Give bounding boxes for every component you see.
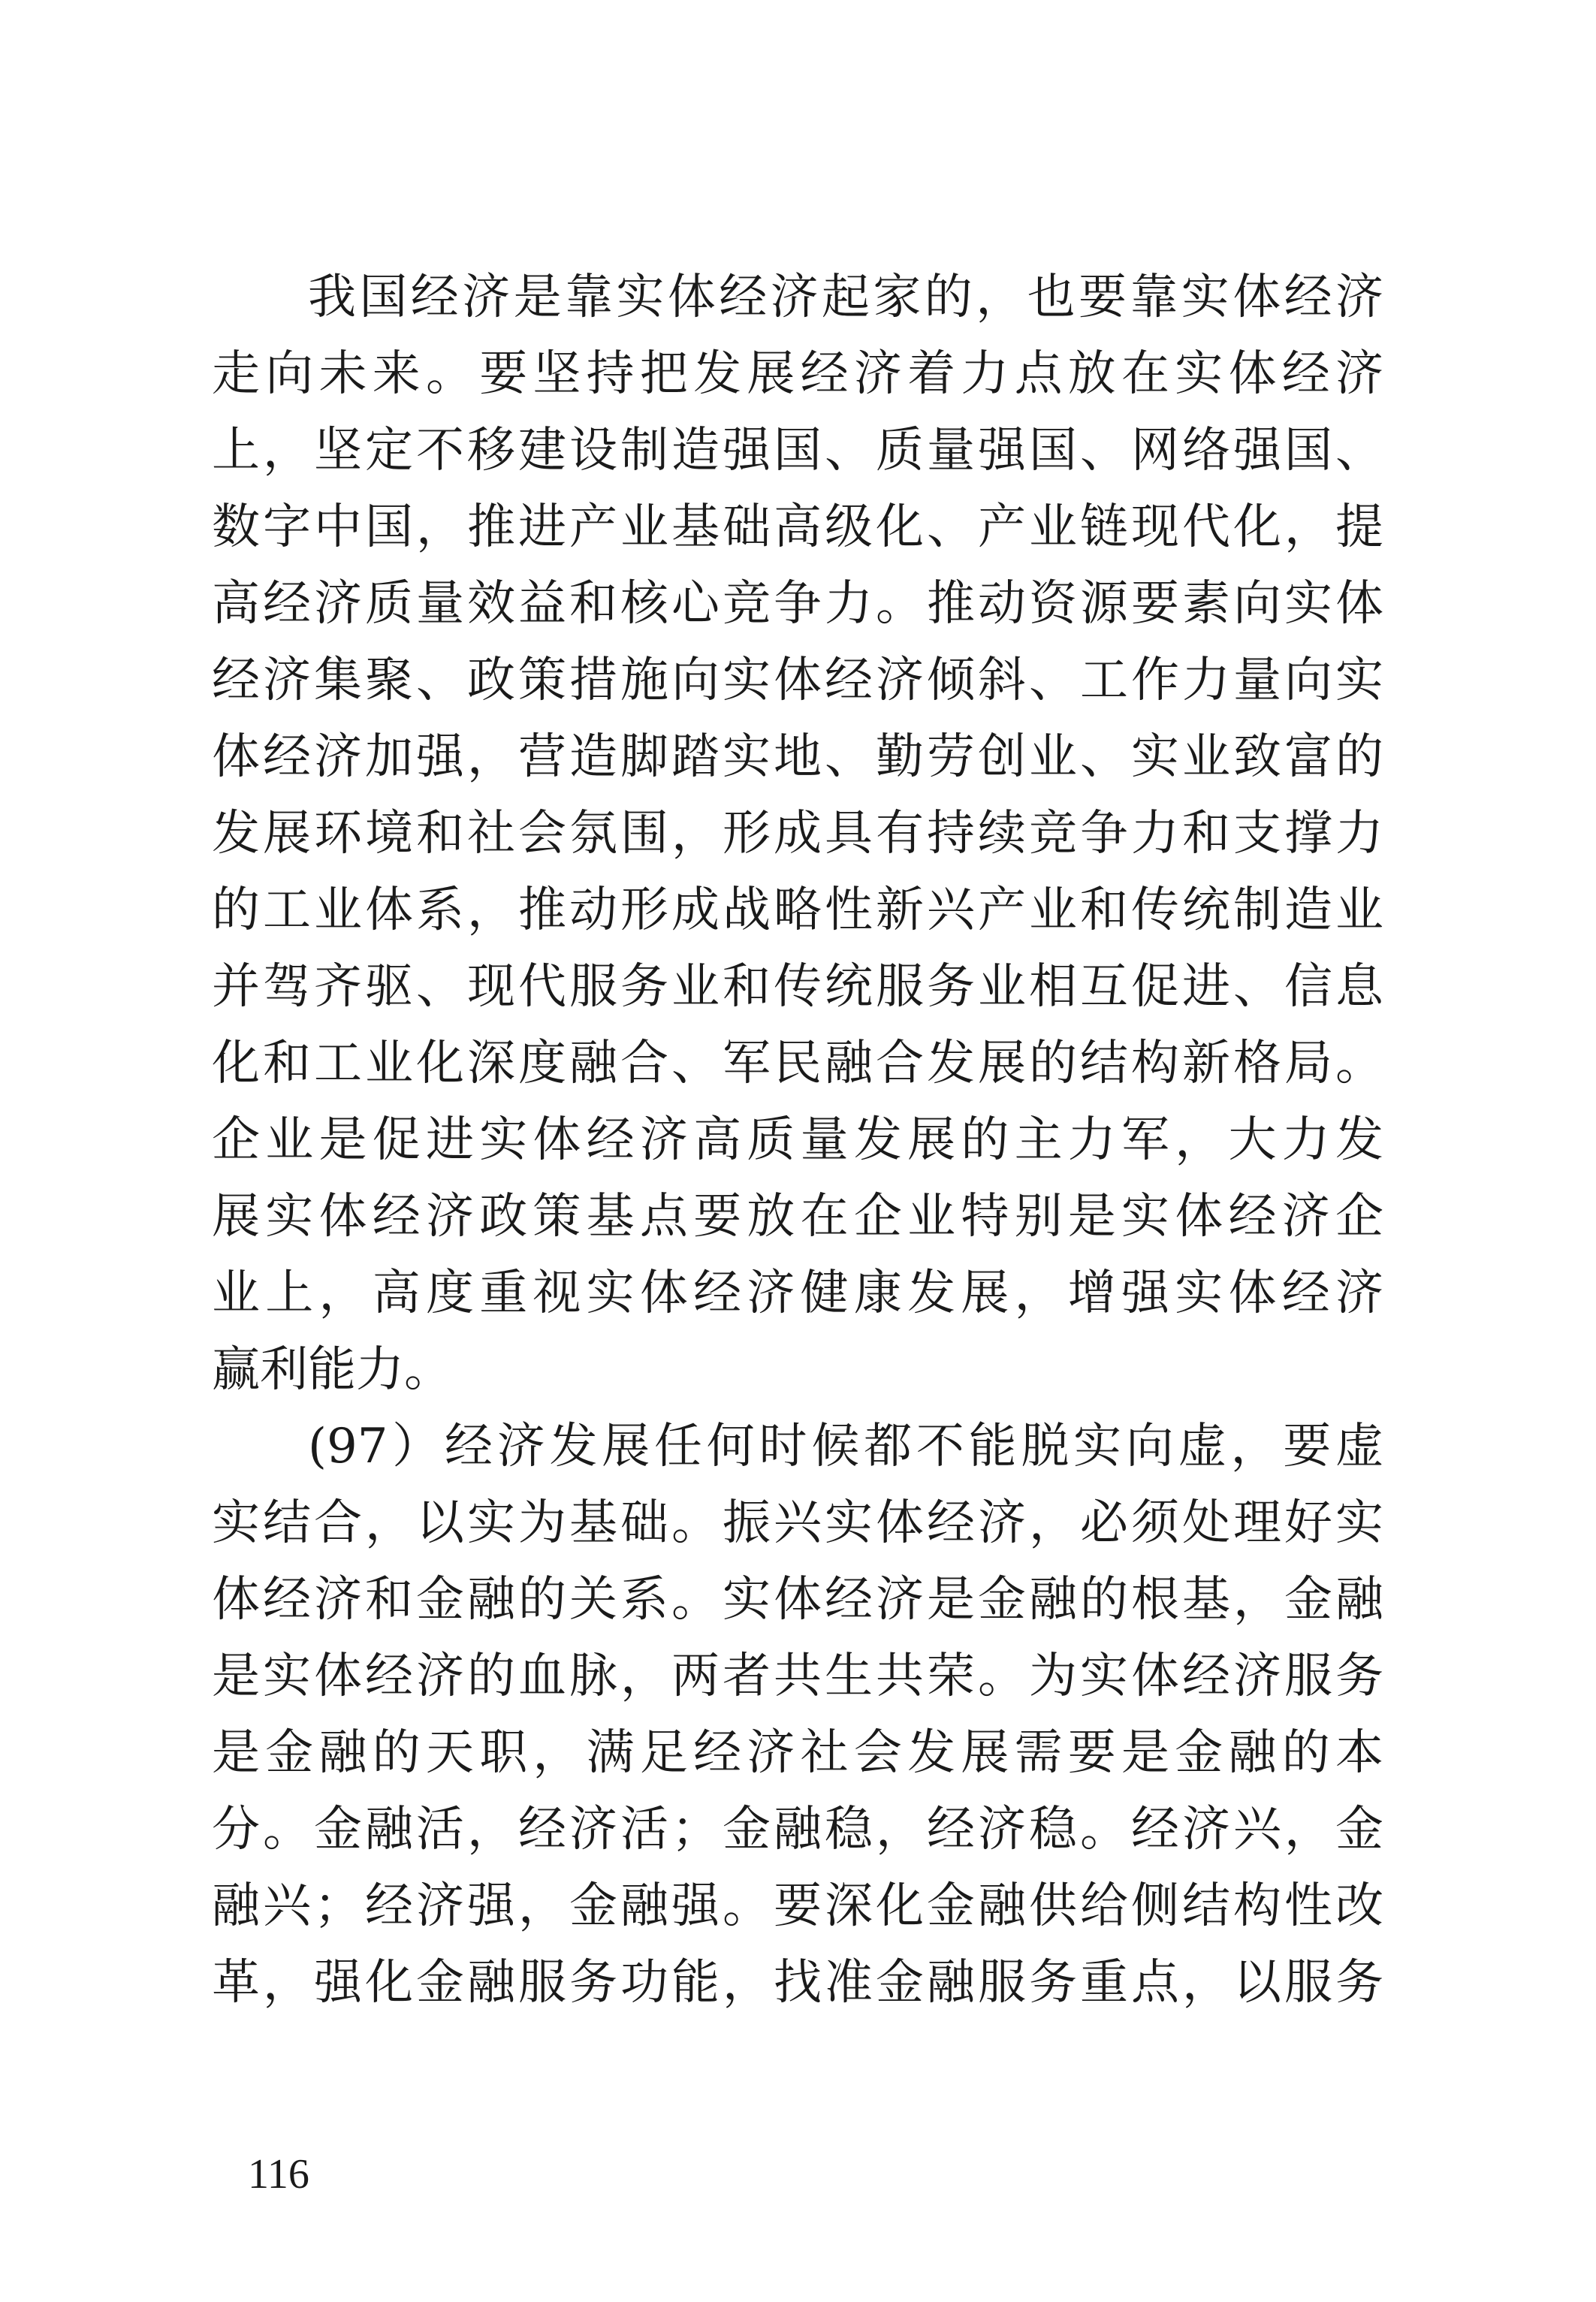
text-line: 走向未来。要坚持把发展经济着力点放在实体经济: [212, 346, 1383, 402]
text-line: 我国经济是靠实体经济起家的，也要靠实体经济: [308, 270, 1383, 325]
text-line: 上，坚定不移建设制造强国、质量强国、网络强国、: [212, 423, 1383, 478]
text-line: 并驾齐驱、现代服务业和传统服务业相互促进、信息: [212, 959, 1383, 1015]
text-line: 业上，高度重视实体经济健康发展，增强实体经济: [212, 1266, 1383, 1321]
text-line: 化和工业化深度融合、军民融合发展的结构新格局。: [212, 1036, 1383, 1091]
text-line: 的工业体系，推动形成战略性新兴产业和传统制造业: [212, 882, 1383, 938]
text-line: 体经济加强，营造脚踏实地、勤劳创业、实业致富的: [212, 729, 1383, 785]
text-line: 赢利能力。: [212, 1342, 452, 1398]
text-line: 企业是促进实体经济高质量发展的主力军，大力发: [212, 1112, 1383, 1168]
text-line: 数字中国，推进产业基础高级化、产业链现代化，提: [212, 499, 1383, 555]
text-line: 革，强化金融服务功能，找准金融服务重点，以服务: [212, 1955, 1383, 2011]
text-line: 实结合，以实为基础。振兴实体经济，必须处理好实: [212, 1495, 1383, 1551]
text-line: 发展环境和社会氛围，形成具有持续竞争力和支撑力: [212, 806, 1383, 861]
text-line: 经济集聚、政策措施向实体经济倾斜、工作力量向实: [212, 653, 1383, 708]
text-line: 展实体经济政策基点要放在企业特别是实体经济企: [212, 1189, 1383, 1245]
page-number: 116: [248, 2151, 309, 2198]
text-line: (97）经济发展任何时候都不能脱实向虚，要虚: [308, 1419, 1383, 1474]
text-line: 体经济和金融的关系。实体经济是金融的根基，金融: [212, 1572, 1383, 1628]
text-line: 高经济质量效益和核心竞争力。推动资源要素向实体: [212, 576, 1383, 632]
text-line: 是实体经济的血脉，两者共生共荣。为实体经济服务: [212, 1649, 1383, 1704]
text-line: 融兴；经济强，金融强。要深化金融供给侧结构性改: [212, 1878, 1383, 1934]
text-line: 分。金融活，经济活；金融稳，经济稳。经济兴，金: [212, 1802, 1383, 1857]
body-text: [212, 259, 1383, 2021]
text-line: 是金融的天职，满足经济社会发展需要是金融的本: [212, 1725, 1383, 1781]
